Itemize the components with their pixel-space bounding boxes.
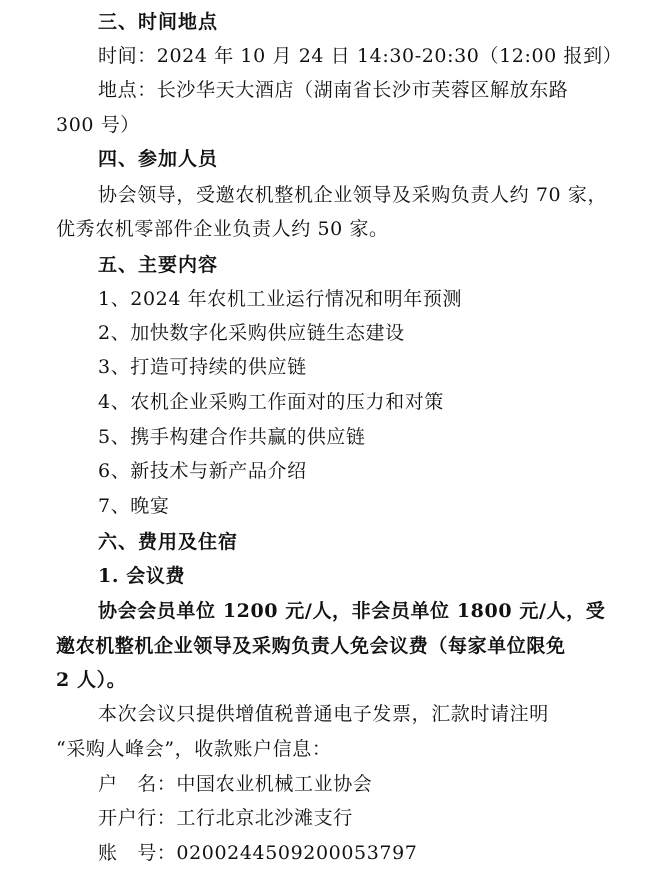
location-line-1: 地点：长沙华天大酒店（湖南省长沙市芙蓉区解放东路	[98, 79, 569, 101]
location-line-2: 300 号）	[56, 114, 140, 136]
content-item: 6、新技术与新产品介绍	[98, 460, 307, 482]
fee-line-2: 邀农机整机企业领导及采购负责人免会议费（每家单位限免	[56, 635, 566, 657]
content-item: 7、晚宴	[98, 495, 170, 517]
content-item: 2、加快数字化采购供应链生态建设	[98, 322, 405, 344]
account-number-row	[98, 841, 418, 865]
account-bank-label: 开户行：	[98, 807, 177, 829]
attendees-line-2: 优秀农机零部件企业负责人约 50 家。	[56, 218, 389, 240]
account-number-value: 0200244509200053797	[176, 842, 418, 864]
content-item: 5、携手构建合作共赢的供应链	[98, 426, 366, 448]
account-name-value: 中国农业机械工业协会	[176, 773, 373, 795]
invoice-line-2: “采购人峰会”，收款账户信息：	[56, 738, 332, 760]
account-name-label: 户 名：	[98, 773, 177, 795]
section5-heading: 五、主要内容	[98, 254, 219, 276]
fee-line-3: 2 人）。	[56, 669, 127, 691]
account-bank-value: 工行北京北沙滩支行	[176, 807, 353, 829]
content-item: 1、2024 年农机工业运行情况和明年预测	[98, 288, 463, 310]
meeting-fee-subheading: 1. 会议费	[98, 565, 186, 587]
content-item: 3、打造可持续的供应链	[98, 356, 307, 378]
invoice-line-1: 本次会议只提供增值税普通电子发票，汇款时请注明	[98, 703, 549, 725]
attendees-line-1: 协会领导，受邀农机整机企业领导及采购负责人约 70 家，	[98, 184, 608, 206]
account-name-row	[98, 772, 372, 796]
content-item: 4、农机企业采购工作面对的压力和对策	[98, 391, 444, 413]
account-number-label: 账 号：	[98, 842, 177, 864]
section4-heading: 四、参加人员	[98, 148, 219, 170]
time-line: 时间：2024 年 10 月 24 日 14:30-20:30（12:00 报到）	[98, 45, 623, 67]
section3-heading: 三、时间地点	[98, 11, 219, 33]
fee-line-1: 协会会员单位 1200 元/人，非会员单位 1800 元/人，受	[98, 600, 606, 622]
section6-heading: 六、费用及住宿	[98, 531, 239, 553]
account-bank-row	[98, 806, 353, 830]
